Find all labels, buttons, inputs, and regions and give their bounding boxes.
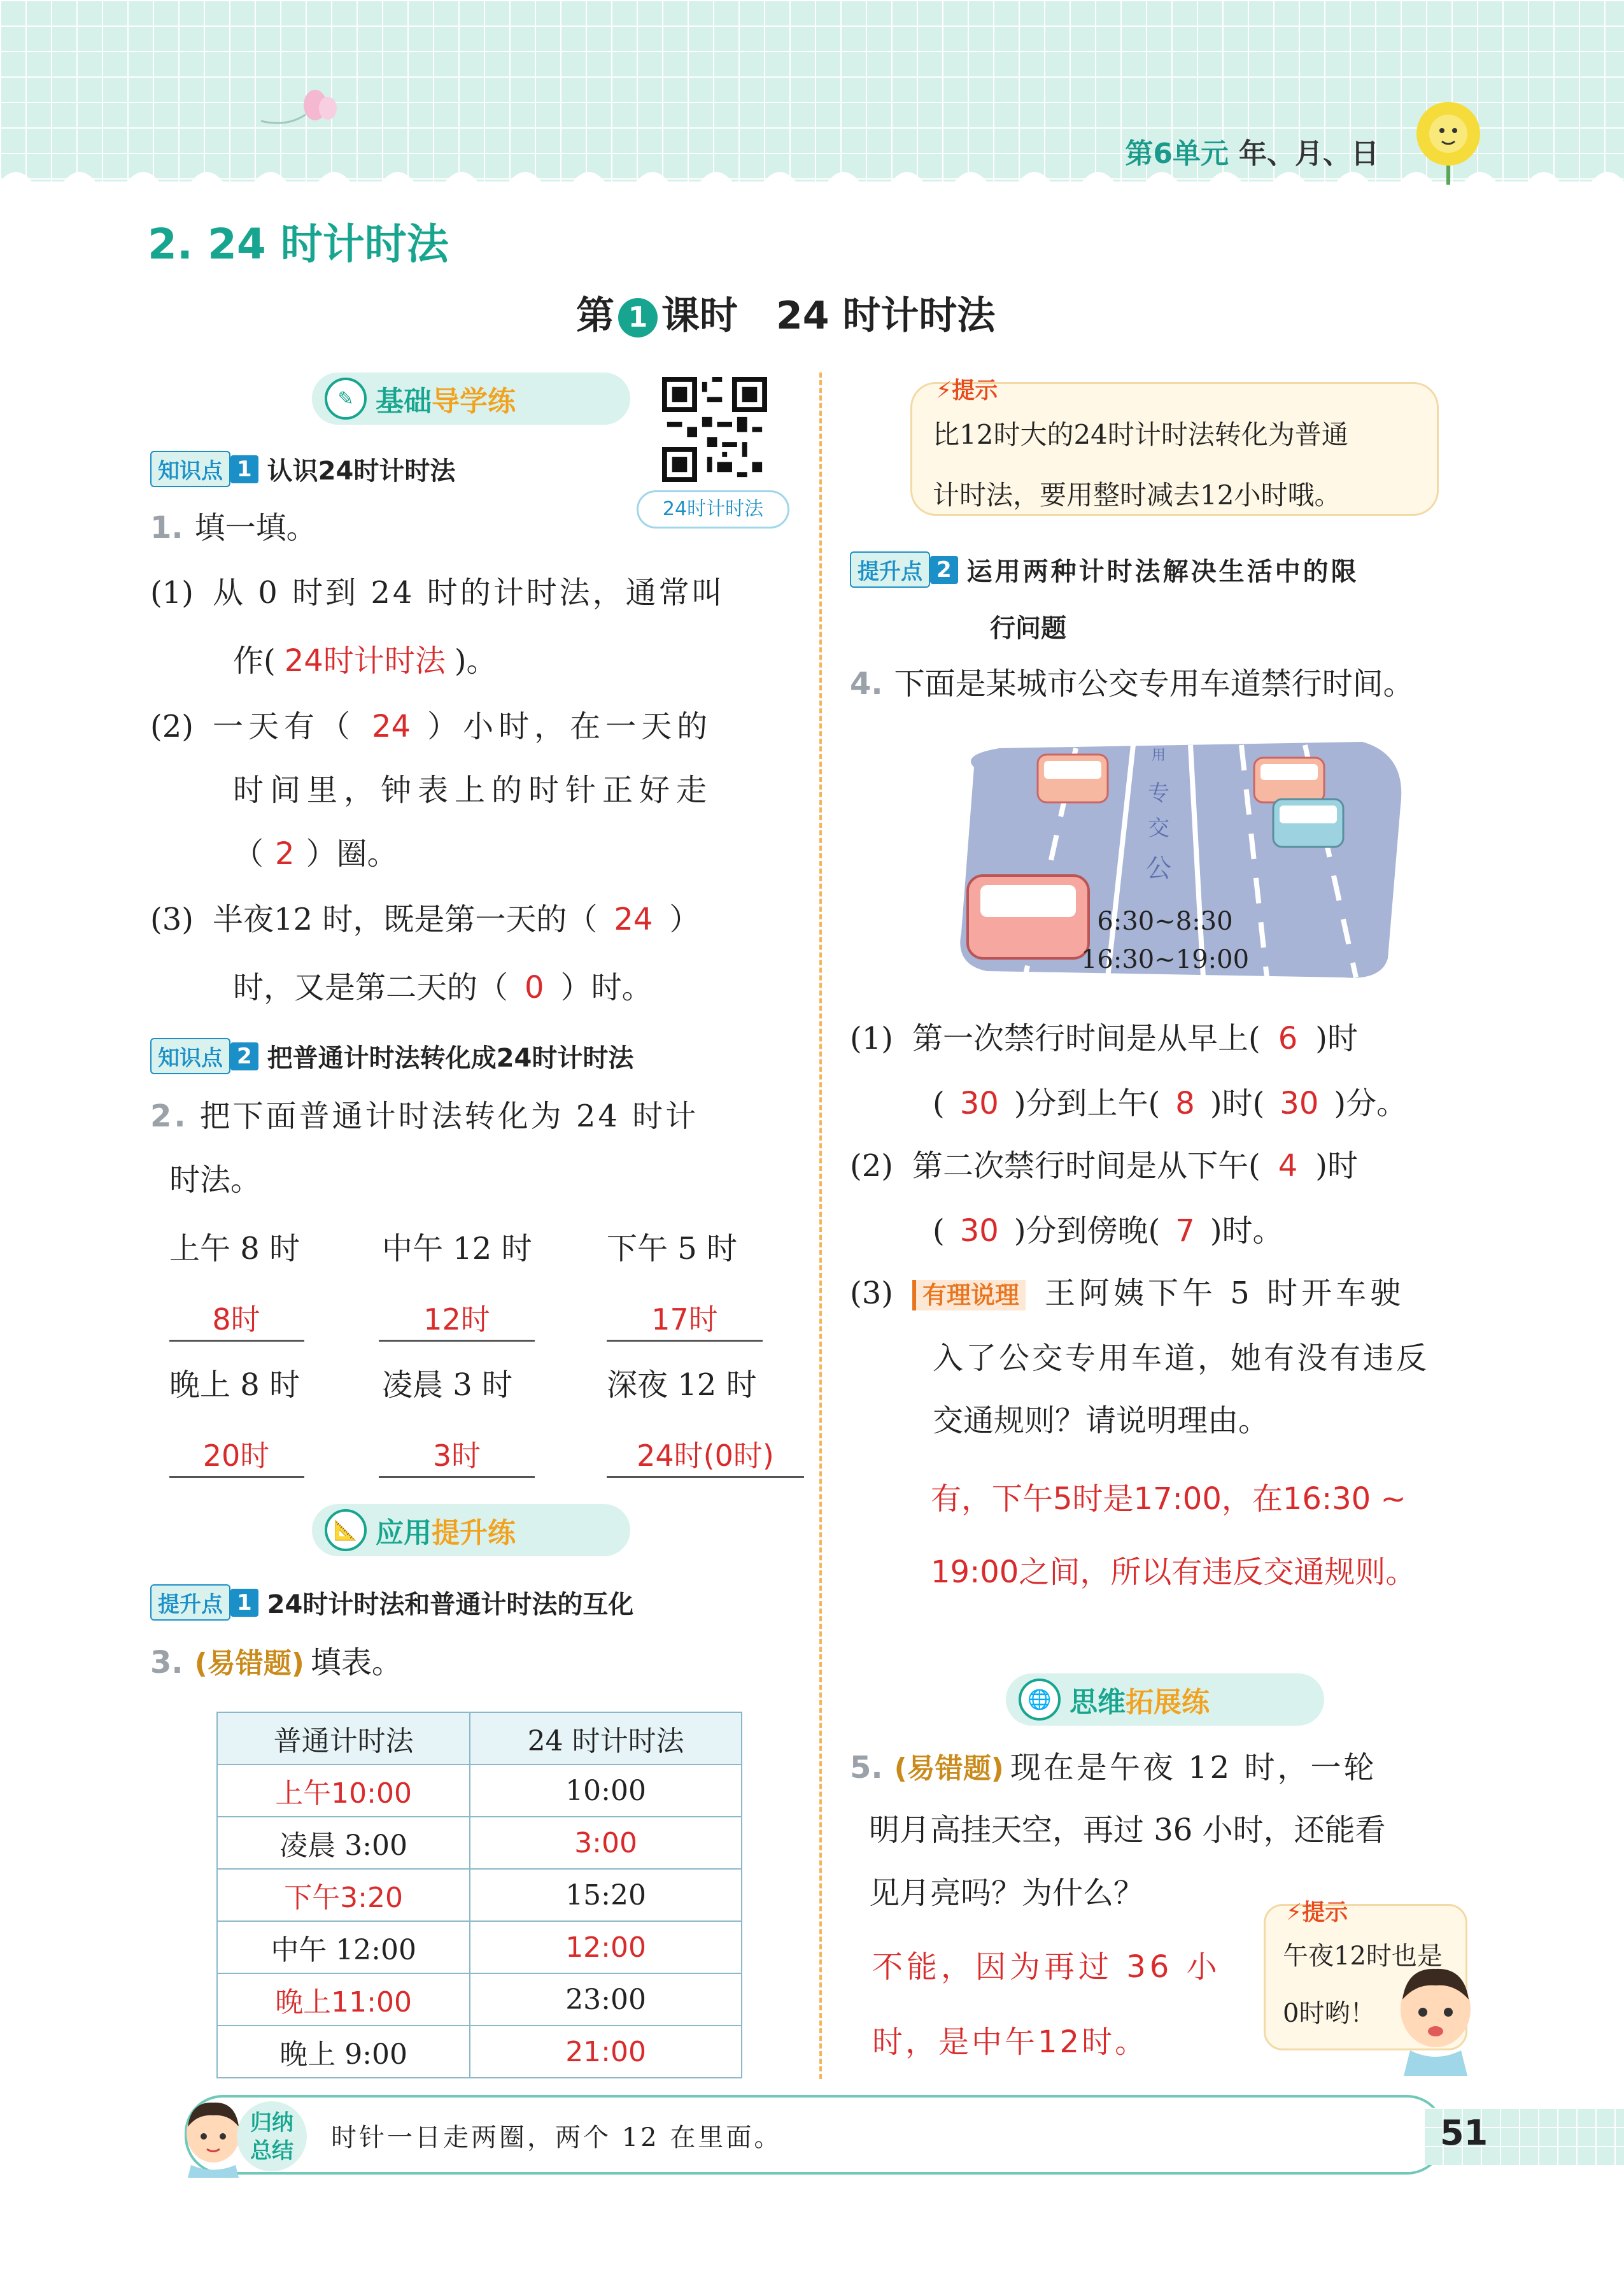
kp2-num: 2 <box>230 1042 258 1070</box>
hint2-tag-text: 提示 <box>1302 1899 1348 1926</box>
table-cell-answer: 21:00 <box>470 2026 742 2078</box>
q4-p1-ans3: 8 <box>1175 1086 1195 1121</box>
table-header: 24 时计时法 <box>470 1712 742 1764</box>
table-row <box>217 2026 742 2078</box>
upgrade-point-2 <box>850 551 1359 588</box>
hint1-line2: 计时法，要用整时减去12小时哦。 <box>933 479 1341 511</box>
q1-p3-text-d: ）时。 <box>560 970 653 1005</box>
q4-p3-label: (3) <box>850 1275 893 1311</box>
q5-a: 现在是午夜 12 时，一轮 <box>1010 1750 1377 1786</box>
q1-p1-text-b: 作( <box>233 643 276 679</box>
answer-line <box>379 1476 535 1478</box>
qr-code-icon[interactable] <box>662 377 767 482</box>
q1-title <box>150 508 317 548</box>
hint-tag-2: ⚡提示 <box>1286 1899 1348 1926</box>
q4-title <box>850 664 1414 704</box>
q4-p1-ans1: 6 <box>1278 1021 1298 1056</box>
q2-item-answer: 20时 <box>202 1438 270 1473</box>
q5-line3: 见月亮吗？为什么？ <box>869 1875 1145 1911</box>
q1-part2-line1 <box>150 707 712 746</box>
banner-think <box>1006 1673 1324 1726</box>
page-number: 51 <box>1440 2113 1488 2153</box>
q4-p1-f: )分。 <box>1334 1086 1408 1121</box>
q4-p2-ans2: 30 <box>959 1213 999 1249</box>
q1-p1-text-c: )。 <box>454 643 497 679</box>
q4-p2-d: )分到傍晚( <box>1013 1213 1161 1249</box>
q4-p2-label: (2) <box>850 1148 893 1184</box>
q1-p3-label: (3) <box>150 902 194 937</box>
q1-p2-text-a: 一天有（ <box>213 709 356 744</box>
kp1-num: 1 <box>230 455 258 483</box>
banner-basic-part2: 导学练 <box>432 385 516 418</box>
q1-p3-text-a: 半夜12 时，既是第一天的（ <box>213 902 598 937</box>
summary-tag <box>237 2101 307 2171</box>
knowledge-point-1 <box>150 451 455 487</box>
q1-part2-line3 <box>233 834 398 874</box>
q1-p3-text-c: 时，又是第二天的（ <box>233 970 509 1005</box>
summary-text: 时针一日走两圈，两个 12 在里面。 <box>331 2123 782 2152</box>
q2-item-label: 上午 8 时 <box>169 1231 300 1267</box>
answer-line <box>169 1476 304 1478</box>
q1-part2-line2: 时间里，钟表上的时针正好走 <box>233 772 714 808</box>
q1-p1-answer: 24时计时法 <box>284 643 446 679</box>
q4-p1-line2 <box>933 1084 1407 1123</box>
hint1-tag-text: 提示 <box>952 378 998 404</box>
kp1-text: 认识24时计时法 <box>267 457 456 486</box>
lesson-number: 1 <box>618 298 658 337</box>
q2-line1 <box>150 1097 698 1136</box>
lane-text: 专 <box>1148 781 1169 806</box>
ruler-icon: 📐 <box>325 1509 367 1551</box>
q2-item-answer: 12时 <box>423 1302 490 1337</box>
banner-apply <box>312 1504 630 1556</box>
table-cell-answer: 下午3:20 <box>217 1869 470 1921</box>
q1-title-text: 填一填。 <box>194 510 317 546</box>
answer-line <box>379 1340 535 1342</box>
q1-p1-text-a: 从 0 时到 24 时的计时法，通常叫 <box>213 575 725 611</box>
kp2-tag: 知识点 <box>150 1038 230 1074</box>
upgrade-point-1 <box>150 1584 633 1621</box>
lane-text: 用 <box>1151 748 1166 763</box>
q5-answer-line2: 时，是中午12时。 <box>872 2024 1148 2060</box>
table-cell: 10:00 <box>470 1764 742 1817</box>
unit-title <box>1125 131 1379 171</box>
q1-p2-text-b: ）小时，在一天的 <box>427 709 713 744</box>
answer-line <box>169 1340 304 1342</box>
table-cell: 晚上 9:00 <box>217 2026 470 2078</box>
q1-p1-label: (1) <box>150 575 194 611</box>
lane-text: 交 <box>1148 816 1169 841</box>
q4-p1-a: 第一次禁行时间是从早上( <box>912 1021 1260 1056</box>
q1-part1-line2 <box>233 641 497 681</box>
q4-p3-line3: 交通规则？请说明理由。 <box>933 1403 1269 1438</box>
kp1-tag: 知识点 <box>150 451 230 487</box>
unit-label: 第6单元 <box>1125 138 1229 170</box>
q1-p2-answer2: 2 <box>275 836 295 872</box>
q4-p2-ans3: 7 <box>1175 1213 1195 1249</box>
q4-p2-ans1: 4 <box>1278 1148 1298 1184</box>
q4-p2-c: ( <box>933 1213 945 1249</box>
tp2-tag: 提升点 <box>850 551 930 588</box>
q4-p1-d: )分到上午( <box>1013 1086 1161 1121</box>
q1-p2-label: (2) <box>150 709 194 744</box>
q4-p1-c: ( <box>933 1086 945 1121</box>
q4-p1-e: )时( <box>1210 1086 1265 1121</box>
lesson-title <box>576 285 995 340</box>
knowledge-point-2 <box>150 1038 633 1074</box>
answer-line <box>607 1476 804 1478</box>
q4-p3-tag: 有理说理 <box>912 1280 1026 1310</box>
q4-p2-line1 <box>850 1146 1358 1186</box>
banner-think-part1: 思维 <box>1070 1686 1126 1719</box>
answer-line <box>607 1340 763 1342</box>
q1-part3-line1 <box>150 900 700 939</box>
table-row <box>217 1921 742 1973</box>
q4-text: 下面是某城市公交专用车道禁行时间。 <box>894 666 1414 702</box>
banner-apply-part2: 提升练 <box>432 1517 516 1549</box>
banner-basic-part1: 基础 <box>376 385 432 418</box>
hint2-line2: 0时哟！ <box>1283 1999 1376 2028</box>
q4-p2-b: )时 <box>1315 1148 1359 1184</box>
table-cell: 中午 12:00 <box>217 1921 470 1973</box>
table-header-row <box>217 1712 742 1764</box>
table-cell-answer: 晚上11:00 <box>217 1973 470 2026</box>
q1-p3-text-b: ） <box>669 902 700 937</box>
q4-p3-answer-line2: 19:00之间，所以有违反交通规则。 <box>931 1554 1416 1590</box>
q2-item-label: 晚上 8 时 <box>169 1367 300 1403</box>
table-row <box>217 1973 742 2026</box>
unit-name: 年、月、日 <box>1239 138 1379 170</box>
column-divider <box>819 373 822 2079</box>
q4-num: 4. <box>850 666 883 702</box>
q2-line2: 时法。 <box>169 1162 262 1198</box>
q2-item-label: 中午 12 时 <box>382 1231 532 1267</box>
table-header: 普通计时法 <box>217 1712 470 1764</box>
bus-lane-illustration <box>949 729 1413 984</box>
hint-tag-1: ⚡提示 <box>936 378 998 404</box>
tp2-text-a: 运用两种计时法解决生活中的限 <box>966 557 1359 586</box>
q2-item-answer: 3时 <box>432 1438 481 1473</box>
q1-p3-answer1: 24 <box>614 902 653 937</box>
q4-p3-line2: 入了公交专用车道，她有没有违反 <box>933 1340 1430 1376</box>
q3-text: 填表。 <box>310 1645 402 1680</box>
tp2-num: 2 <box>930 556 958 584</box>
q1-p2-text-e: ）圈。 <box>306 836 398 872</box>
lesson-suffix: 课时 <box>661 294 738 338</box>
compass-icon: ✎ <box>325 378 367 420</box>
table-cell-answer: 3:00 <box>470 1817 742 1869</box>
q2-item-label: 下午 5 时 <box>607 1231 738 1267</box>
conversion-table <box>216 1712 742 2078</box>
q2-num: 2. <box>150 1098 188 1134</box>
q4-p3-line1 <box>850 1274 1404 1313</box>
q1-p2-text-d: （ <box>233 836 264 872</box>
table-row <box>217 1817 742 1869</box>
q4-p3-a: 王阿姨下午 5 时开车驶 <box>1045 1275 1405 1311</box>
page-header <box>0 0 1624 181</box>
q2-item-answer: 17时 <box>651 1302 718 1337</box>
tp1-tag: 提升点 <box>150 1584 230 1621</box>
table-cell-answer: 上午10:00 <box>217 1764 470 1817</box>
table-cell-answer: 12:00 <box>470 1921 742 1973</box>
table-cell: 凌晨 3:00 <box>217 1817 470 1869</box>
tp2-line2: 行问题 <box>990 614 1066 643</box>
sunflower-icon <box>1407 96 1490 185</box>
q1-num: 1. <box>150 510 183 546</box>
hint2-line1: 午夜12时也是 <box>1283 1942 1443 1971</box>
butterfly-icon <box>255 83 344 134</box>
q4-p1-line1 <box>850 1019 1358 1058</box>
q2-item-label: 凌晨 3 时 <box>382 1367 513 1403</box>
tp1-num: 1 <box>230 1589 258 1617</box>
q2-text-a: 把下面普通计时法转化为 24 时计 <box>199 1098 699 1134</box>
lesson-prefix: 第 <box>576 294 614 338</box>
q5-num: 5. <box>850 1750 883 1786</box>
q1-part1-line1 <box>150 573 725 613</box>
q3-title <box>150 1643 402 1682</box>
table-row <box>217 1764 742 1817</box>
q5-tag: (易错题) <box>894 1752 1004 1785</box>
table-row <box>217 1869 742 1921</box>
q4-p2-e: )时。 <box>1210 1213 1283 1249</box>
summary-tag-line2: 总结 <box>250 2138 293 2164</box>
hint1-line1: 比12时大的24时计时法转化为普通 <box>933 419 1348 450</box>
qr-caption: 24时计时法 <box>637 490 789 529</box>
q4-p2-line2 <box>933 1211 1283 1251</box>
summary-tag-line1: 归纳 <box>250 2110 293 2136</box>
q4-p2-a: 第二次禁行时间是从下午( <box>912 1148 1260 1184</box>
q4-p1-label: (1) <box>850 1021 893 1056</box>
q4-p1-b: )时 <box>1315 1021 1359 1056</box>
lane-text: 公 <box>1146 854 1171 883</box>
child-mascot-icon <box>1391 1955 1480 2076</box>
q2-item-answer: 24时(0时) <box>637 1438 774 1473</box>
banner-basic <box>312 373 630 425</box>
globe-icon: 🌐 <box>1019 1679 1061 1721</box>
q4-p1-ans4: 30 <box>1280 1086 1319 1121</box>
section-title: 2. 24 时计时法 <box>148 220 449 269</box>
table-cell: 15:20 <box>470 1869 742 1921</box>
q2-item-label: 深夜 12 时 <box>607 1367 757 1403</box>
kp2-text: 把普通计时法转化成24时计时法 <box>267 1044 634 1073</box>
q1-part3-line2 <box>233 968 653 1007</box>
q5-line2: 明月高挂天空，再过 36 小时，还能看 <box>869 1812 1386 1848</box>
q4-p3-answer-line1: 有，下午5时是17:00，在16:30 ~ <box>931 1481 1406 1517</box>
restriction-time-2: 16:30~19:00 <box>1080 945 1250 974</box>
banner-think-part2: 拓展练 <box>1126 1686 1210 1719</box>
q3-tag: (易错题) <box>194 1647 304 1680</box>
q1-p3-answer2: 0 <box>525 970 544 1005</box>
lesson-name: 24 时计时法 <box>776 294 996 338</box>
banner-apply-part1: 应用 <box>376 1517 432 1549</box>
q4-p1-ans2: 30 <box>959 1086 999 1121</box>
tp1-text: 24时计时法和普通计时法的互化 <box>267 1590 634 1619</box>
q2-item-answer: 8时 <box>212 1302 260 1337</box>
table-cell: 23:00 <box>470 1973 742 2026</box>
q5-answer-line1: 不能，因为再过 36 小 <box>872 1949 1221 1985</box>
q1-p2-answer1: 24 <box>372 709 411 744</box>
q5-line1 <box>850 1748 1376 1787</box>
restriction-time-1: 6:30~8:30 <box>1097 907 1233 936</box>
q3-num: 3. <box>150 1645 183 1680</box>
header-wave-border <box>0 162 1624 201</box>
